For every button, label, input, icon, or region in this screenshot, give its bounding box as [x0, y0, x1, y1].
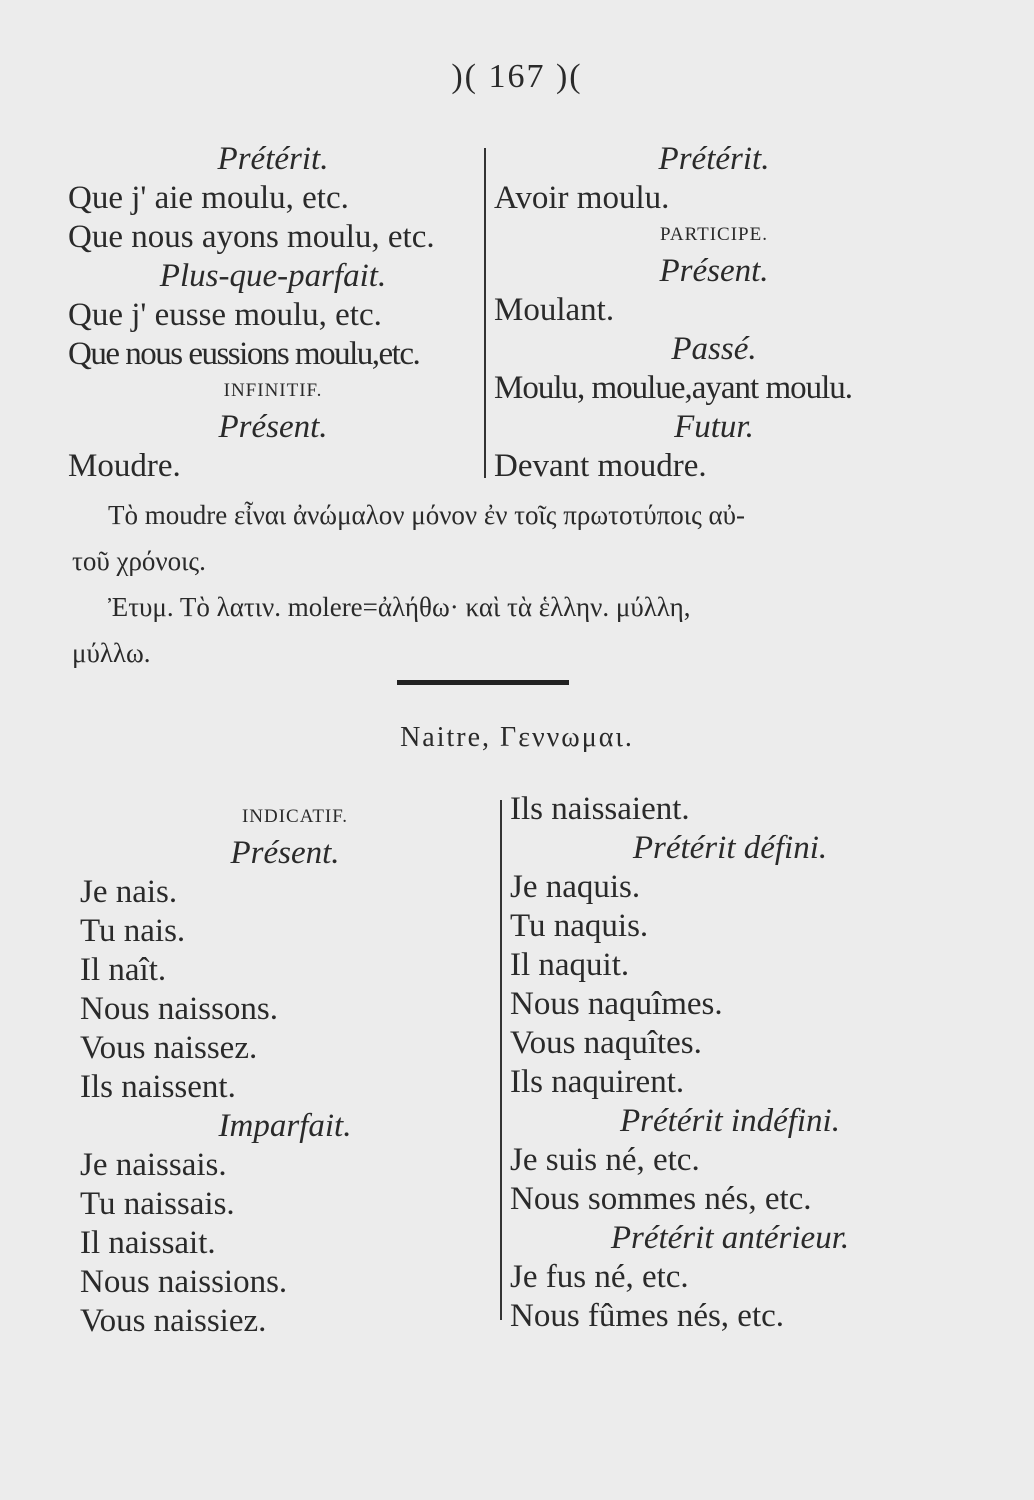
top-left-column — [68, 140, 478, 486]
conjugation-line: Je fus né, etc. — [510, 1259, 689, 1295]
mood-heading: PARTICIPE. — [660, 224, 768, 245]
conjugation-line: Nous fûmes nés, etc. — [510, 1298, 785, 1334]
tense-heading: Prétérit. — [658, 141, 770, 177]
greek-note — [72, 492, 932, 676]
conjugation-line: Nous sommes nés, etc. — [510, 1181, 812, 1217]
conjugation-line: Je suis né, etc. — [510, 1142, 700, 1178]
top-right-column — [494, 140, 934, 486]
conjugation-line: Moulant. — [494, 292, 615, 328]
conjugation-line: Il naissait. — [80, 1225, 216, 1261]
tense-heading: Présent. — [230, 835, 340, 871]
conjugation-line: Vous naquîtes. — [510, 1025, 702, 1061]
conjugation-line: Tu naissais. — [80, 1186, 235, 1222]
conjugation-line: Tu nais. — [80, 913, 186, 949]
tense-heading: Présent. — [659, 253, 769, 289]
column-divider — [500, 800, 502, 1320]
conjugation-line: Vous naissiez. — [80, 1303, 267, 1339]
conjugation-line: Nous naissions. — [80, 1264, 288, 1300]
conjugation-line: Je naissais. — [80, 1147, 227, 1183]
bottom-left-column — [80, 800, 490, 1341]
section-title: Naitre, Γεννωμαι. — [400, 722, 634, 753]
conjugation-line: Que j' eusse moulu, etc. — [68, 297, 382, 333]
page-number: )( 167 )( — [451, 58, 583, 95]
tense-heading: Imparfait. — [218, 1108, 352, 1144]
conjugation-line: Il naquit. — [510, 947, 630, 983]
conjugation-line: Je nais. — [80, 874, 178, 910]
note-line: Ἐτυμ. Τὸ λατιν. molere=ἀλήθω· καὶ τὰ ἑλλην. μύλλη, — [108, 592, 691, 622]
note-line: τοῦ χρόνοις. — [72, 546, 206, 576]
conjugation-line: Ils naissent. — [80, 1069, 236, 1105]
conjugation-line: Il naît. — [80, 952, 167, 988]
conjugation-line: Moudre. — [68, 448, 181, 484]
tense-heading: Futur. — [674, 409, 754, 445]
conjugation-line: Nous naquîmes. — [510, 986, 723, 1022]
conjugation-line: Devant moudre. — [494, 448, 707, 484]
conjugation-line: Que j' aie moulu, etc. — [68, 180, 349, 216]
tense-heading: Prétérit. — [217, 141, 329, 177]
mood-heading: INFINITIF. — [223, 380, 323, 401]
tense-heading: Présent. — [218, 409, 328, 445]
tense-heading: Plus-que-parfait. — [159, 258, 387, 294]
tense-heading: Prétérit défini. — [632, 830, 828, 866]
conjugation-line: Avoir moulu. — [494, 180, 670, 216]
tense-heading: Prétérit antérieur. — [610, 1220, 850, 1256]
conjugation-line: Vous naissez. — [80, 1030, 258, 1066]
conjugation-line: Je naquis. — [510, 869, 641, 905]
bottom-right-column — [510, 790, 950, 1336]
conjugation-line: Que nous ayons moulu, etc. — [68, 219, 435, 255]
conjugation-line: Ils naquirent. — [510, 1064, 685, 1100]
note-line: Τὸ moudre εἶναι ἀνώμαλον μόνον ἐν τοῖς πρωτοτύποις αὐ- — [108, 500, 746, 530]
conjugation-line: Que nous eussions moulu,etc. — [68, 336, 420, 372]
conjugation-line: Ils naissaient. — [510, 791, 690, 827]
conjugation-line: Moulu, moulue,ayant moulu. — [494, 370, 853, 406]
tense-heading: Passé. — [671, 331, 757, 367]
conjugation-line: Tu naquis. — [510, 908, 649, 944]
column-divider — [484, 148, 486, 478]
tense-heading: Prétérit indéfini. — [620, 1103, 840, 1139]
mood-heading: INDICATIF. — [241, 806, 349, 827]
note-line: μύλλω. — [72, 638, 151, 668]
separator-rule — [397, 680, 569, 685]
conjugation-line: Nous naissons. — [80, 991, 279, 1027]
